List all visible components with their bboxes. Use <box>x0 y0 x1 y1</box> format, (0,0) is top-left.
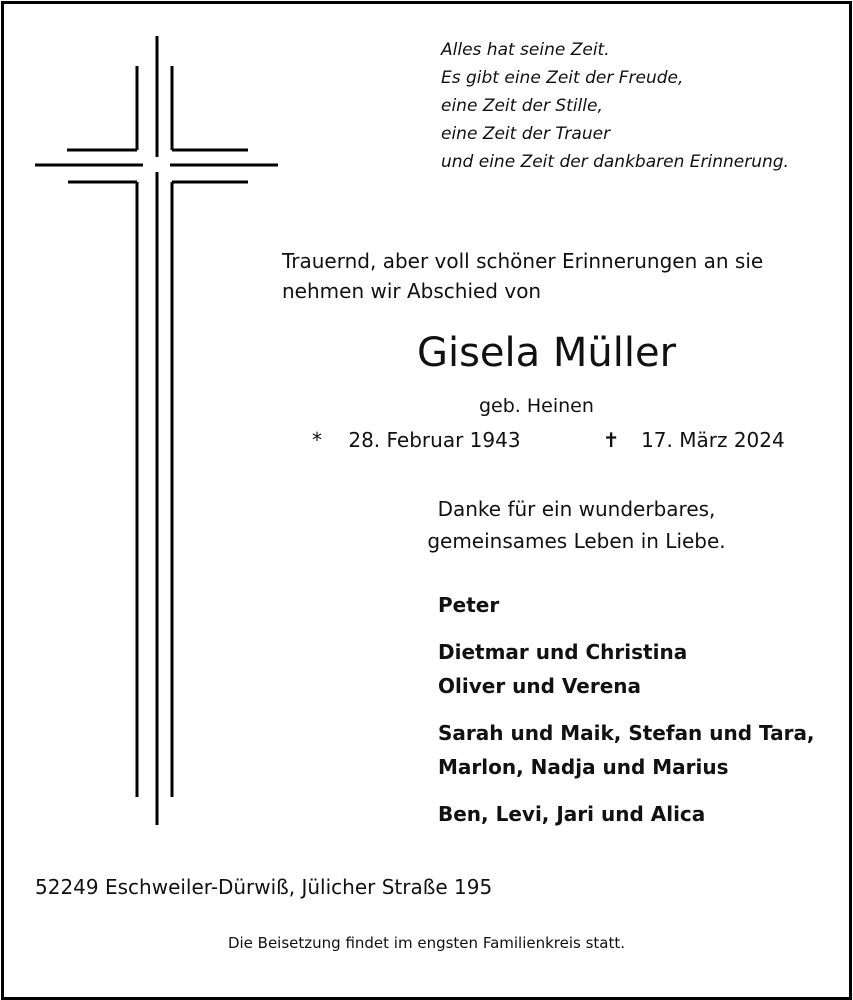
family-line: Peter <box>438 593 500 617</box>
family-line: Oliver und Verena <box>438 674 642 698</box>
intro-line: Trauernd, aber voll schöner Erinnerungen an sie <box>282 249 764 273</box>
address: 52249 Eschweiler-Dürwiß, Jülicher Straße 195 <box>35 875 493 899</box>
deceased-name: Gisela Müller <box>416 330 677 376</box>
life-dates <box>312 428 785 452</box>
poem-line: eine Zeit der Trauer <box>441 124 611 144</box>
poem <box>441 36 789 176</box>
family-line: Sarah und Maik, Stefan und Tara, <box>438 721 815 745</box>
family-group <box>438 716 815 784</box>
thanks-line: gemeinsames Leben in Liebe. <box>427 529 726 553</box>
thanks-text <box>250 493 853 557</box>
thanks-line: Danke für ein wunderbares, <box>437 497 716 521</box>
poem-line: Es gibt eine Zeit der Freude, <box>441 68 684 88</box>
intro-line: nehmen wir Abschied von <box>282 279 542 303</box>
death-symbol: ✝ <box>602 428 620 452</box>
birth-name: geb. Heinen <box>479 395 594 417</box>
burial-note: Die Beisetzung findet im engsten Familienkreis statt. <box>227 934 626 952</box>
cross-icon <box>0 0 300 840</box>
intro-text <box>282 246 763 306</box>
family-group <box>438 635 815 703</box>
poem-line: und eine Zeit der dankbaren Erinnerung. <box>441 152 789 172</box>
family-list <box>438 588 815 844</box>
birth-date: 28. Februar 1943 <box>348 428 521 452</box>
birth-symbol: * <box>312 428 322 452</box>
family-group <box>438 797 815 831</box>
death-date: 17. März 2024 <box>641 428 785 452</box>
poem-line: eine Zeit der Stille, <box>441 96 603 116</box>
family-group <box>438 588 815 622</box>
family-line: Ben, Levi, Jari und Alica <box>438 802 706 826</box>
family-line: Marlon, Nadja und Marius <box>438 755 729 779</box>
family-line: Dietmar und Christina <box>438 640 688 664</box>
poem-line: Alles hat seine Zeit. <box>441 40 610 60</box>
